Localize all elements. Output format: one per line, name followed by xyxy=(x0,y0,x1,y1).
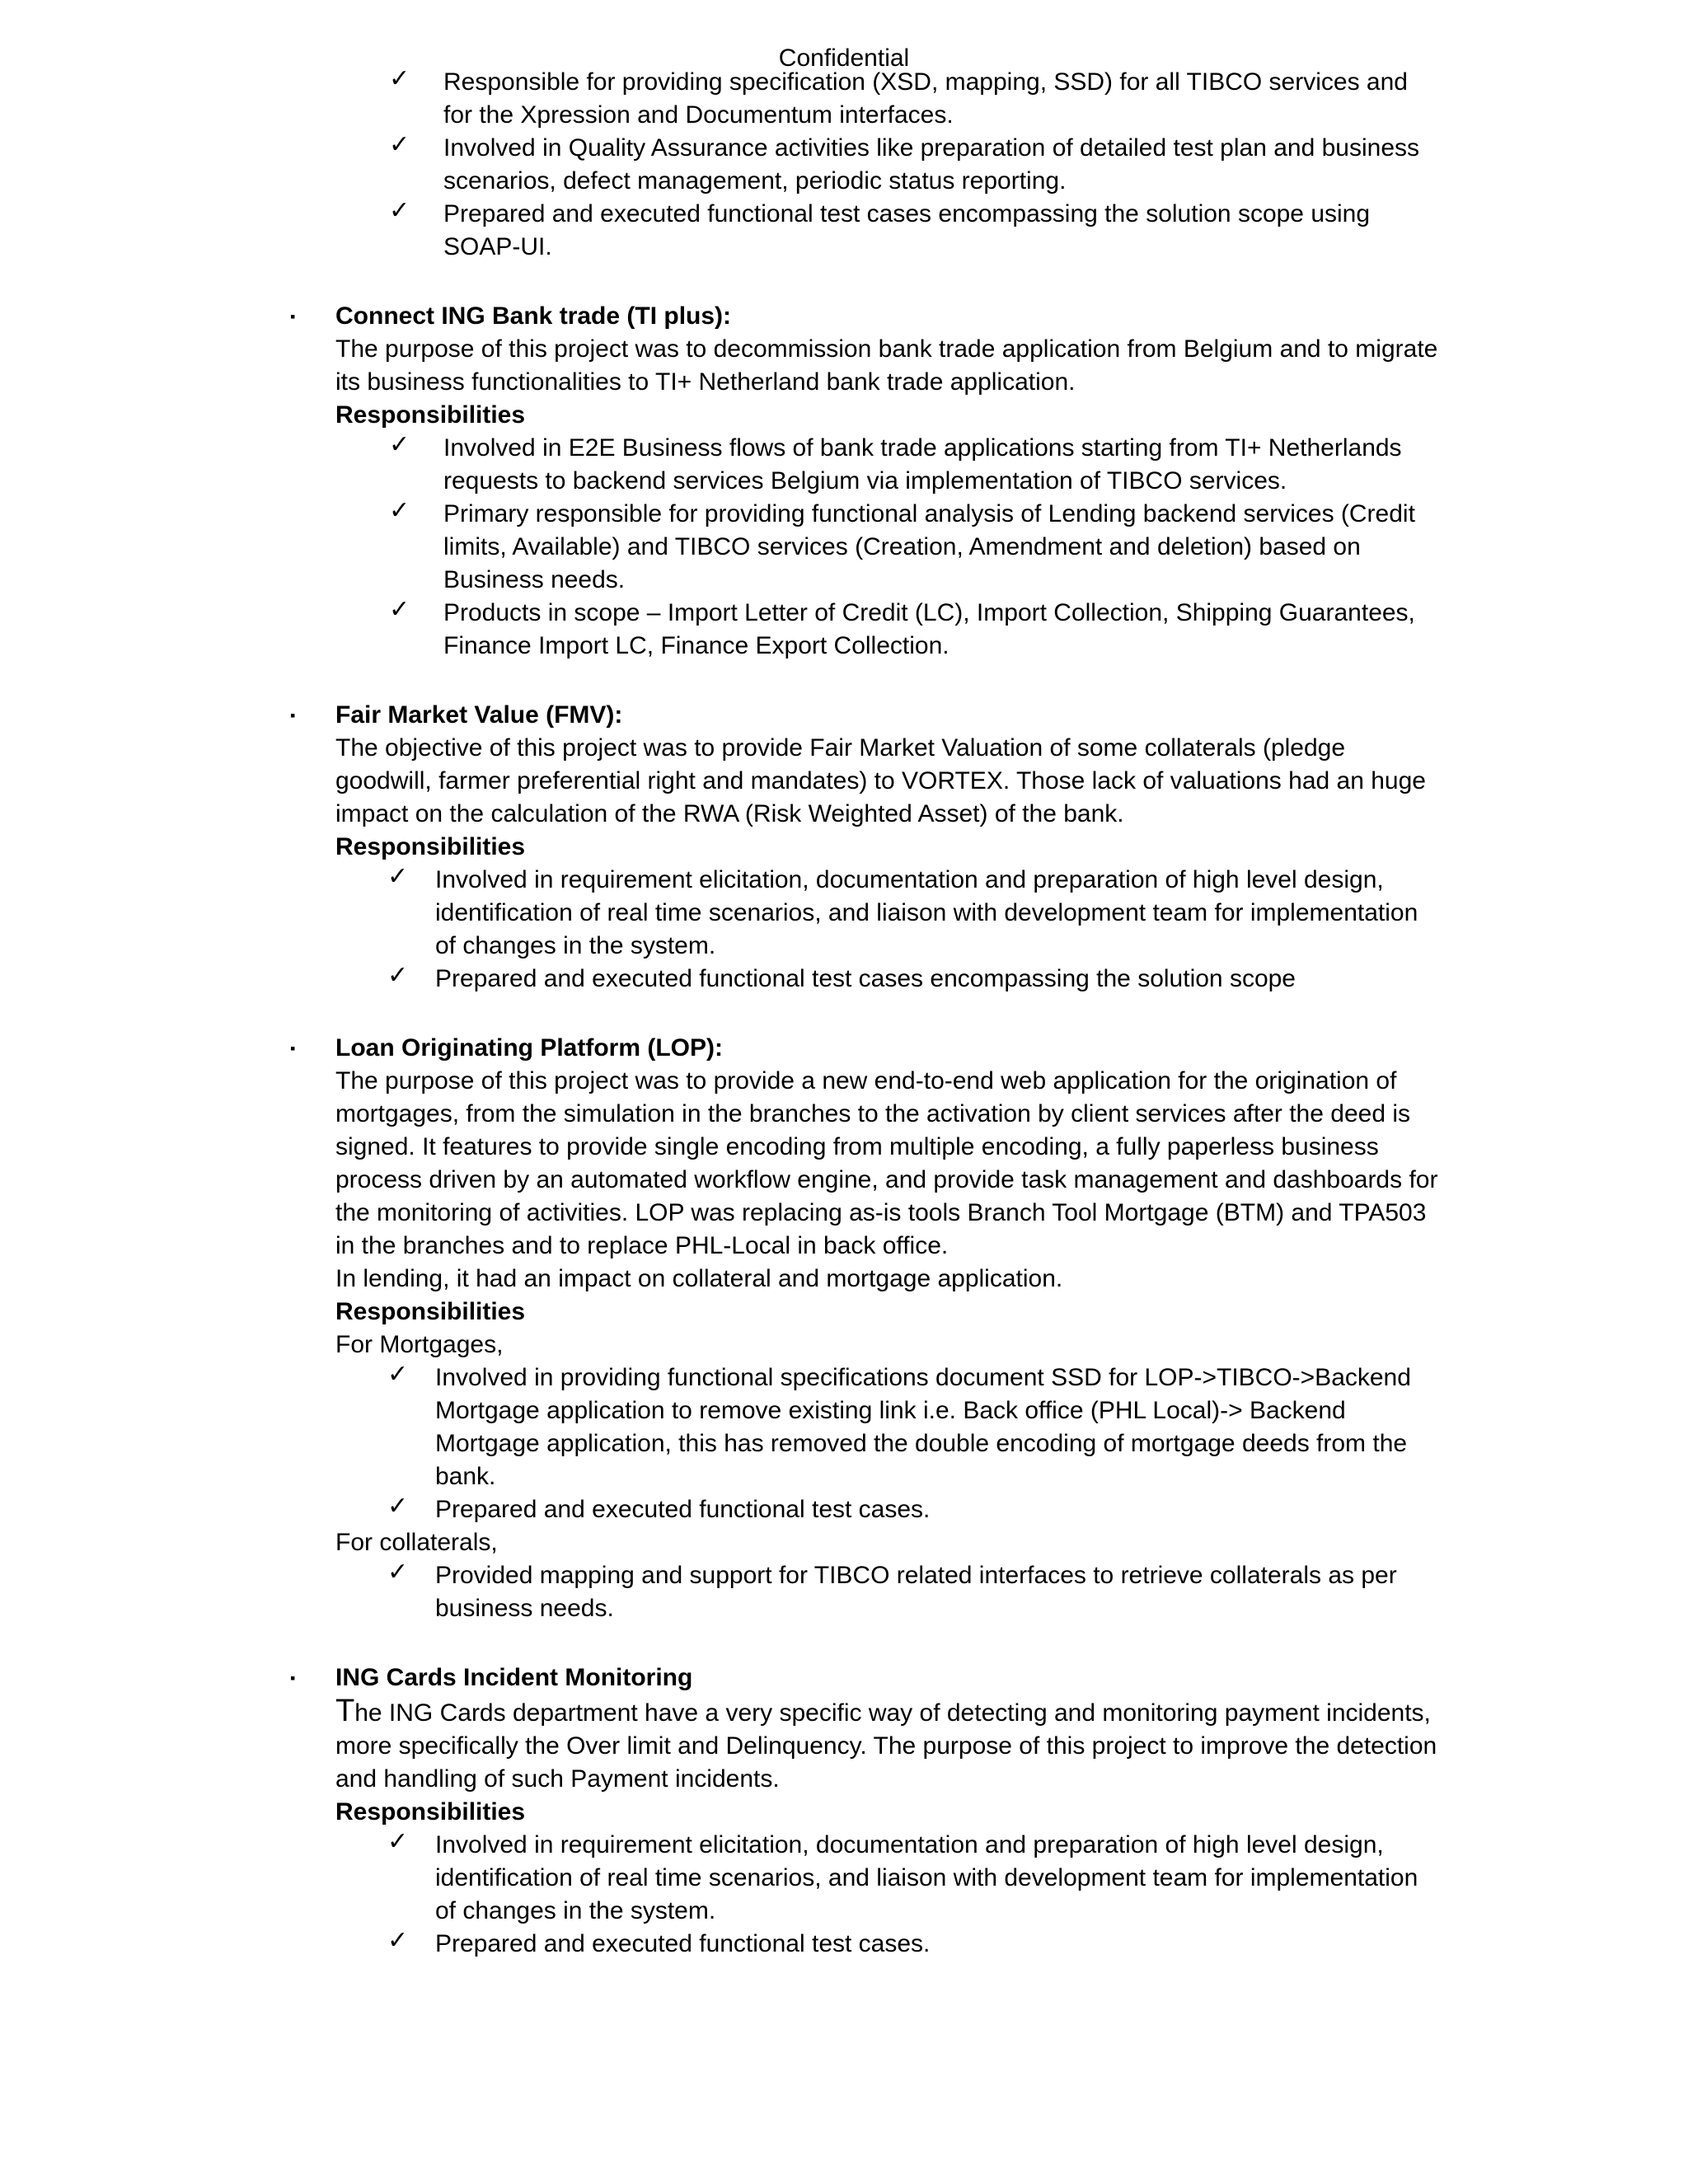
list-item xyxy=(389,197,1441,264)
list-item xyxy=(387,1558,1432,1625)
list-item xyxy=(387,962,1432,996)
fmv-checklist xyxy=(0,864,1688,996)
project-lop xyxy=(290,1032,1448,1361)
responsibilities-heading: Responsibilities xyxy=(335,401,526,429)
list-item xyxy=(387,863,1432,963)
page-header: Confidential xyxy=(778,45,910,72)
checkmark-icon: ✓ xyxy=(389,197,410,224)
checkmark-icon: ✓ xyxy=(387,1828,409,1855)
square-bullet-icon: ▪ xyxy=(290,1040,296,1057)
list-item-text: Primary responsible for providing functional analysis of Lending backend services (Credit limits, Available) and TIBCO services (Creation, Amendment and deletion) based on Business needs. xyxy=(443,500,1415,593)
checkmark-icon: ✓ xyxy=(389,497,410,524)
project-ing-cards xyxy=(290,1661,1448,1829)
checkmark-icon: ✓ xyxy=(389,431,410,458)
mortgages-label: For Mortgages, xyxy=(335,1331,504,1358)
square-bullet-icon: ▪ xyxy=(290,308,296,325)
list-item-text: Involved in providing functional specifications document SSD for LOP->TIBCO->Backend Mortgage application to remove existing link i.e. Back office (PHL Local)-> Backend Mortgage application, this has removed the double encoding of mortgage deeds from the bank. xyxy=(435,1364,1411,1490)
project-description: The purpose of this project was to decommission bank trade application from Belgium and to migrate its business functionalities to TI+ Netherland bank trade application. xyxy=(335,335,1438,396)
checkmark-icon: ✓ xyxy=(389,596,410,623)
cards-checklist xyxy=(0,1829,1688,1961)
project-fmv xyxy=(290,699,1448,864)
checkmark-icon: ✓ xyxy=(387,1927,409,1954)
project-title: Connect ING Bank trade (TI plus): xyxy=(335,302,732,330)
intro-checklist xyxy=(0,66,1688,264)
list-item xyxy=(389,65,1441,132)
document-body xyxy=(0,66,1688,1961)
list-item-text: Provided mapping and support for TIBCO related interfaces to retrieve collaterals as per business needs. xyxy=(435,1562,1397,1622)
list-item-text: Prepared and executed functional test cases encompassing the solution scope using SOAP-UI. xyxy=(443,200,1371,260)
list-item xyxy=(387,1493,1432,1526)
list-item-text: Prepared and executed functional test cases encompassing the solution scope xyxy=(435,965,1296,992)
project-ti-plus xyxy=(290,300,1448,432)
list-item-text: Involved in requirement elicitation, documentation and preparation of high level design, identification of real time scenarios, and liaison with development team for implementation of changes in the system. xyxy=(435,1831,1418,1924)
checkmark-icon: ✓ xyxy=(389,131,410,158)
list-item xyxy=(387,1927,1432,1961)
list-item xyxy=(389,131,1441,198)
ti-plus-checklist xyxy=(0,432,1688,663)
description-text: he ING Cards department have a very specific way of detecting and monitoring payment incidents, more specifically the Over limit and Delinquency. The purpose of this project to improve the detection and handling of such Payment incidents. xyxy=(335,1699,1437,1793)
list-item-text: Prepared and executed functional test cases. xyxy=(435,1496,931,1523)
checkmark-icon: ✓ xyxy=(387,1558,409,1586)
checkmark-icon: ✓ xyxy=(387,962,409,989)
responsibilities-heading: Responsibilities xyxy=(335,833,526,860)
square-bullet-icon: ▪ xyxy=(290,1670,296,1686)
list-item xyxy=(389,497,1441,597)
list-item-text: Products in scope – Import Letter of Credit (LC), Import Collection, Shipping Guarantees, Finance Import LC, Finance Export Collection. xyxy=(443,599,1415,659)
list-item-text: Involved in requirement elicitation, documentation and preparation of high level design, identification of real time scenarios, and liaison with development team for implementation of changes in the system. xyxy=(435,866,1418,959)
list-item-text: Responsible for providing specification (XSD, mapping, SSD) for all TIBCO services and for the Xpression and Documentum interfaces. xyxy=(443,68,1408,129)
checkmark-icon: ✓ xyxy=(387,1361,409,1388)
list-item xyxy=(387,1828,1432,1928)
responsibilities-heading: Responsibilities xyxy=(335,1298,526,1325)
drop-letter: T xyxy=(335,1694,355,1728)
square-bullet-icon: ▪ xyxy=(290,707,296,724)
lop-collateral-checklist xyxy=(0,1559,1688,1625)
checkmark-icon: ✓ xyxy=(389,65,410,92)
checkmark-icon: ✓ xyxy=(387,863,409,890)
responsibilities-heading: Responsibilities xyxy=(335,1798,526,1825)
collaterals-label: For collaterals, xyxy=(335,1529,498,1556)
list-item-text: Involved in Quality Assurance activities like preparation of detailed test plan and business scenarios, defect management, periodic status reporting. xyxy=(443,134,1420,194)
list-item xyxy=(389,596,1441,663)
project-description: The purpose of this project was to provide a new end-to-end web application for the origination of mortgages, from the simulation in the branches to the activation by client services after the deed is signed. It features to provide single encoding from multiple encoding, a fully paperless business process driven by an automated workflow engine, and provide task management and dashboards for the monitoring of activities. LOP was replacing as-is tools Branch Tool Mortgage (BTM) and TPA503 in the branches and to replace PHL-Local in back office. xyxy=(335,1067,1438,1259)
project-title: ING Cards Incident Monitoring xyxy=(335,1664,693,1691)
list-item xyxy=(387,1361,1432,1493)
list-item xyxy=(389,431,1441,498)
list-item-text: Prepared and executed functional test cases. xyxy=(435,1930,931,1957)
list-item-text: Involved in E2E Business flows of bank trade applications starting from TI+ Netherlands requests to backend services Belgium via implementation of TIBCO services. xyxy=(443,434,1402,494)
lop-mortgage-checklist xyxy=(0,1361,1688,1526)
project-title: Loan Originating Platform (LOP): xyxy=(335,1034,723,1062)
project-description-extra: In lending, it had an impact on collateral and mortgage application. xyxy=(335,1265,1063,1292)
project-title: Fair Market Value (FMV): xyxy=(335,701,623,729)
project-description xyxy=(335,1694,1448,1796)
project-description: The objective of this project was to provide Fair Market Valuation of some collaterals (pledge goodwill, farmer preferential right and mandates) to VORTEX. Those lack of valuations had an huge impact on the calculation of the RWA (Risk Weighted Asset) of the bank. xyxy=(335,734,1426,827)
checkmark-icon: ✓ xyxy=(387,1493,409,1520)
lop-collaterals xyxy=(335,1526,1448,1559)
